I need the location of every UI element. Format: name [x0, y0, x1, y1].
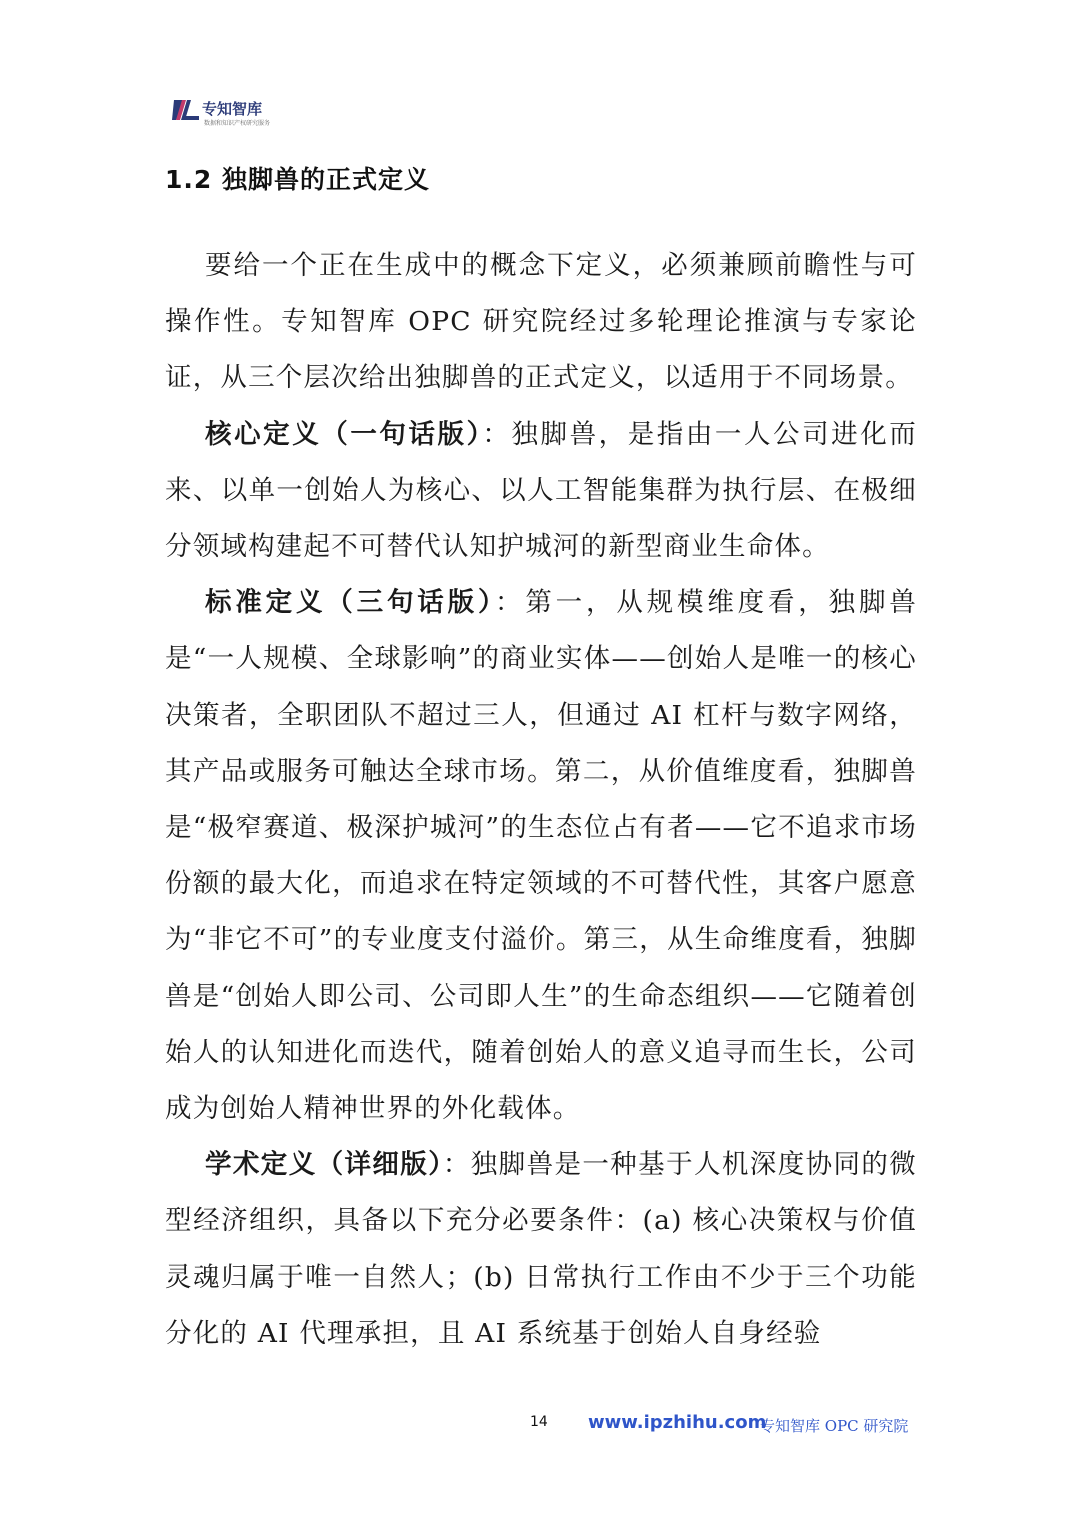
paragraph-lead: 核心定义（一句话版）	[205, 418, 483, 450]
paragraph-text: ：独脚兽是一种基于人机深度协同的微型经济组织，具备以下充分必要条件：(a) 核心决策权与价值灵魂归属于唯一自然人；(b) 日常执行工作由不少于三个功能分化的 AI 代理承担，且 AI 系统基于创始人自身经验	[165, 1149, 917, 1349]
page-number: 14	[530, 1414, 548, 1430]
logo-tagline: 数据和知识产权研究服务	[204, 120, 271, 127]
paragraph-lead: 学术定义（详细版）	[205, 1149, 443, 1181]
footer-org: 专知智库 OPC 研究院	[760, 1417, 909, 1435]
zl-monogram-icon	[172, 98, 200, 122]
standard-definition-paragraph	[165, 575, 917, 1137]
footer-website-link[interactable]: www.ipzhihu.com	[588, 1412, 767, 1433]
paragraph-text: ：独脚兽，是指由一人公司进化而来、以单一创始人为核心、以人工智能集群为执行层、在极细分领域构建起不可替代认知护城河的新型商业生命体。	[165, 418, 918, 563]
section-title: 1.2 独脚兽的正式定义	[165, 165, 430, 194]
core-definition-paragraph	[165, 407, 917, 576]
paragraph-text: ：第一，从规模维度看，独脚兽是“一人规模、全球影响”的商业实体——创始人是唯一的核心决策者，全职团队不超过三人，但通过 AI 杠杆与数字网络，其产品或服务可触达全球市场。第二，从价值维度看，独脚兽是“极窄赛道、极深护城河”的生态位占有者——它不追求市场份额的最大化，而追求在特定领域的不可替代性，其客户愿意为“非它不可”的专业度支付溢价。第三，从生命维度看，独脚兽是“创始人即公司、公司即人生”的生命态组织——它随着创始人的认知进化而迭代，随着创始人的意义追寻而生长，公司成为创始人精神世界的外化载体。	[165, 587, 917, 1125]
academic-definition-paragraph	[165, 1137, 917, 1362]
paragraph-lead: 标准定义（三句话版）	[205, 587, 496, 619]
intro-paragraph	[165, 238, 917, 407]
paragraph-text: 要给一个正在生成中的概念下定义，必须兼顾前瞻性与可操作性。专知智库 OPC 研究院经过多轮理论推演与专家论证，从三个层次给出独脚兽的正式定义，以适用于不同场景。	[165, 250, 917, 394]
header-logo	[172, 96, 292, 132]
logo-name: 专知智库	[202, 100, 263, 118]
document-body	[165, 238, 917, 1362]
